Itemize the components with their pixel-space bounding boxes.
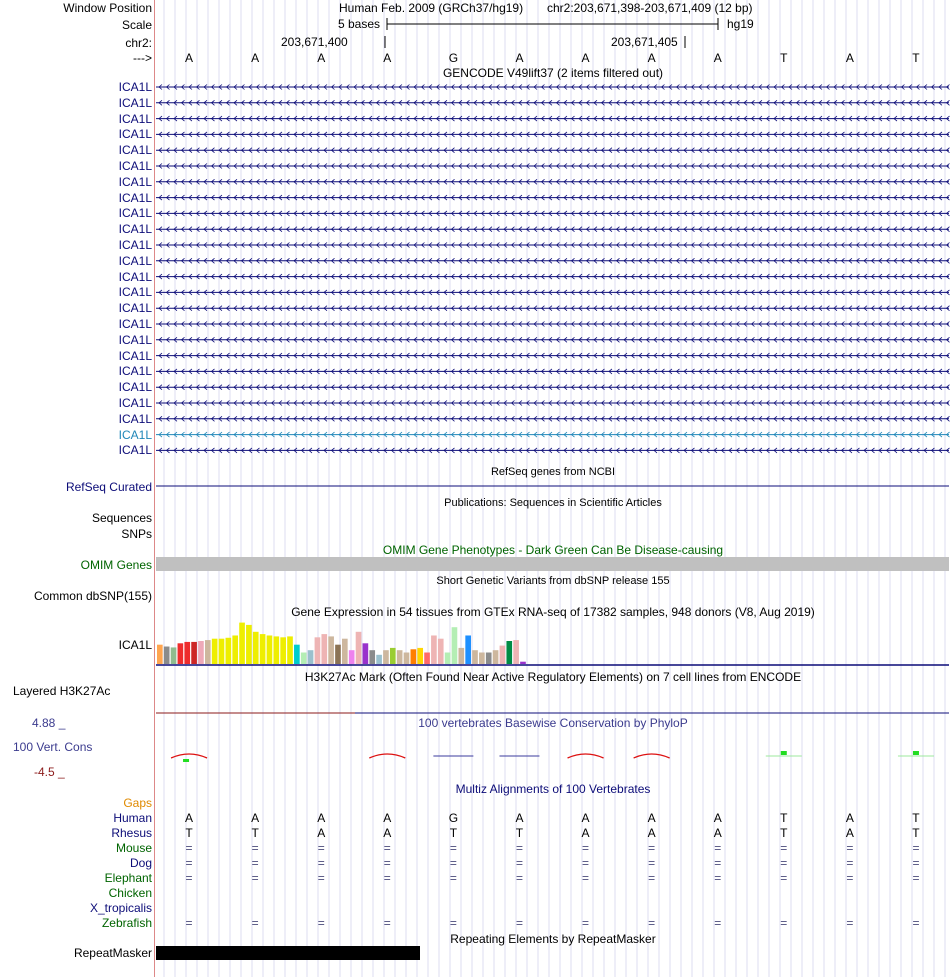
multiz-base: = — [912, 856, 920, 870]
multiz-base: = — [449, 916, 457, 930]
multiz-base: T — [780, 811, 788, 825]
multiz-species-label: Human — [113, 811, 152, 825]
multiz-base: = — [714, 841, 722, 855]
gtex-tissue-bar — [438, 639, 444, 664]
gencode-item-label[interactable]: ICA1L — [118, 364, 152, 379]
gtex-tissue-bar — [335, 645, 341, 664]
gencode-item-label[interactable]: ICA1L — [118, 127, 152, 142]
gtex-tissue-bar — [267, 635, 273, 664]
gencode-item-label[interactable]: ICA1L — [118, 301, 152, 316]
multiz-base: = — [251, 916, 259, 930]
gtex-tissue-bar — [246, 625, 252, 664]
multiz-base: A — [647, 811, 656, 825]
gtex-tissue-bar — [157, 645, 163, 664]
scale-label: Scale — [121, 18, 152, 32]
gtex-tissue-bar — [458, 648, 464, 664]
multiz-gaps-label[interactable]: Gaps — [123, 796, 152, 810]
gtex-tissue-bar — [191, 642, 197, 664]
multiz-base: = — [846, 916, 854, 930]
gtex-tissue-bar — [232, 635, 238, 664]
gencode-item-label[interactable]: ICA1L — [118, 269, 152, 284]
multiz-base: = — [582, 916, 590, 930]
gtex-tissue-bar — [445, 653, 451, 665]
gencode-item-label[interactable]: ICA1L — [118, 285, 152, 300]
multiz-base: = — [846, 871, 854, 885]
dbsnp-track-label[interactable]: Common dbSNP(155) — [33, 589, 152, 603]
sequence-base: T — [780, 51, 788, 65]
multiz-base: = — [317, 856, 325, 870]
sequence-base: A — [251, 51, 260, 65]
sequence-base: A — [515, 51, 524, 65]
gtex-tissue-bar — [294, 645, 300, 664]
multiz-base: = — [185, 856, 193, 870]
multiz-base: A — [713, 826, 722, 840]
gencode-item-label[interactable]: ICA1L — [118, 380, 152, 395]
gencode-item-label[interactable]: ICA1L — [118, 348, 152, 363]
multiz-species-label: Zebrafish — [101, 916, 152, 930]
multiz-base: = — [846, 856, 854, 870]
gtex-tissue-bar — [506, 641, 512, 664]
gtex-tissue-bar — [417, 648, 423, 664]
multiz-base: = — [714, 856, 722, 870]
gtex-tissue-bar — [520, 662, 526, 664]
gencode-item-label[interactable]: ICA1L — [118, 95, 152, 110]
gtex-tissue-bar — [219, 639, 225, 664]
multiz-base: = — [912, 916, 920, 930]
strand-label: ---> — [133, 51, 152, 65]
gtex-tissue-bar — [280, 637, 286, 664]
sequence-base: A — [317, 51, 326, 65]
gencode-item-label[interactable]: ICA1L — [118, 143, 152, 158]
dbsnp-track-title[interactable]: Short Genetic Variants from dbSNP release 155 — [436, 575, 670, 587]
publications-sequences-label[interactable]: Sequences — [91, 511, 152, 525]
gencode-item-label[interactable]: ICA1L — [118, 190, 152, 205]
multiz-base: = — [185, 871, 193, 885]
multiz-base: A — [251, 811, 260, 825]
gencode-item-label[interactable]: ICA1L — [118, 174, 152, 189]
multiz-base: = — [317, 871, 325, 885]
multiz-base: A — [845, 826, 854, 840]
multiz-base: = — [846, 841, 854, 855]
publications-snps-label[interactable]: SNPs — [121, 527, 152, 541]
gtex-tissue-bar — [376, 655, 382, 664]
gtex-tissue-bar — [308, 650, 314, 664]
gtex-tissue-bar — [411, 649, 417, 664]
repeatmasker-block — [156, 946, 420, 960]
gtex-tissue-bar — [383, 650, 389, 664]
multiz-species-label: Rhesus — [111, 826, 152, 840]
multiz-base: = — [449, 856, 457, 870]
multiz-base: = — [317, 916, 325, 930]
gtex-tissue-bar — [301, 653, 307, 665]
gencode-item-label[interactable]: ICA1L — [118, 396, 152, 410]
gtex-tissue-bar — [253, 632, 259, 664]
phylop-negative-score — [634, 754, 670, 758]
gtex-tissue-bar — [493, 650, 499, 664]
gtex-tissue-bar — [315, 637, 321, 664]
multiz-base: = — [714, 871, 722, 885]
multiz-base: A — [713, 811, 722, 825]
multiz-base: = — [383, 841, 391, 855]
repeatmasker-track-title[interactable]: Repeating Elements by RepeatMasker — [450, 932, 656, 946]
gtex-tissue-bar — [390, 648, 396, 664]
multiz-base: A — [581, 811, 590, 825]
gtex-tissue-bar — [363, 643, 369, 664]
gtex-tissue-bar — [356, 632, 362, 664]
gtex-tissue-bar — [260, 634, 266, 664]
phylop-min-label: -4.5 _ — [34, 765, 65, 779]
gtex-tissue-bar — [424, 653, 430, 665]
gtex-tissue-bar — [472, 650, 478, 664]
omim-track-label[interactable]: OMIM Genes — [80, 558, 152, 572]
gtex-tissue-bar — [465, 635, 471, 664]
multiz-base: = — [383, 916, 391, 930]
gencode-track-title[interactable]: GENCODE V49lift37 (2 items filtered out) — [442, 66, 664, 80]
phylop-positive-mark — [183, 759, 189, 762]
coord-label-2: 203,671,405 — [611, 35, 678, 49]
gtex-tissue-bar — [198, 641, 204, 664]
gencode-item-label[interactable]: ICA1L — [118, 443, 152, 458]
gtex-track-title[interactable]: Gene Expression in 54 tissues from GTEx RNA-seq of 17382 samples, 948 donors (V8, Aug 2019) — [291, 605, 815, 619]
sequence-base: A — [647, 51, 656, 65]
position-label[interactable]: chr2:203,671,398-203,671,409 (12 bp) — [547, 1, 753, 15]
window-position-label: Window Position — [63, 1, 152, 15]
multiz-base: G — [448, 811, 459, 825]
omim-track-title[interactable]: OMIM Gene Phenotypes - Dark Green Can Be Disease-causing — [382, 543, 724, 557]
multiz-base: = — [449, 871, 457, 885]
multiz-base: A — [317, 811, 326, 825]
gencode-item-label[interactable]: ICA1L — [118, 238, 152, 252]
multiz-base: T — [912, 811, 920, 825]
multiz-base: = — [251, 871, 259, 885]
multiz-base: A — [647, 826, 656, 840]
multiz-base: = — [383, 871, 391, 885]
gtex-tissue-bar — [287, 636, 293, 664]
multiz-base: T — [251, 826, 259, 840]
multiz-base: = — [714, 916, 722, 930]
multiz-base: = — [317, 841, 325, 855]
multiz-base: = — [582, 841, 590, 855]
multiz-species-label: Elephant — [104, 871, 152, 885]
multiz-base: = — [251, 841, 259, 855]
sequence-base: T — [912, 51, 920, 65]
gtex-tissue-bar — [404, 653, 410, 665]
multiz-base: = — [780, 871, 788, 885]
gtex-tissue-bar — [369, 650, 375, 664]
gtex-tissue-bar — [184, 642, 190, 664]
h3k27ac-track-title[interactable]: H3K27Ac Mark (Often Found Near Active Regulatory Elements) on 7 cell lines from ENCODE — [304, 670, 802, 684]
multiz-base: A — [317, 826, 326, 840]
gtex-tissue-bar — [273, 636, 279, 664]
gtex-tissue-bar — [452, 627, 458, 664]
gtex-tissue-bar — [239, 623, 245, 664]
multiz-species-label: Chicken — [108, 886, 152, 900]
gtex-tissue-bar — [321, 634, 327, 664]
multiz-base: A — [515, 811, 524, 825]
multiz-base: T — [449, 826, 458, 840]
multiz-base: = — [582, 871, 590, 885]
multiz-base: = — [648, 871, 656, 885]
chrom-label: chr2: — [125, 36, 152, 50]
multiz-base: = — [780, 916, 788, 930]
gtex-tissue-bar — [205, 640, 211, 664]
scale-bar-text: 5 bases — [338, 17, 381, 31]
multiz-base: A — [185, 811, 194, 825]
multiz-base: T — [780, 826, 788, 840]
multiz-base: = — [383, 856, 391, 870]
gtex-tissue-bar — [479, 653, 485, 665]
phylop-positive-mark — [781, 751, 787, 755]
omim-gene-bar — [156, 557, 949, 571]
phylop-track-label[interactable]: 100 Vert. Cons — [13, 740, 93, 754]
multiz-base: = — [515, 856, 523, 870]
sequence-base: A — [845, 51, 854, 65]
multiz-base: T — [912, 826, 920, 840]
multiz-base: = — [780, 856, 788, 870]
multiz-base: A — [383, 811, 392, 825]
multiz-base: = — [515, 841, 523, 855]
publications-track-title[interactable]: Publications: Sequences in Scientific Articles — [444, 497, 662, 509]
phylop-negative-score — [568, 754, 604, 758]
multiz-base: = — [780, 841, 788, 855]
multiz-base: A — [845, 811, 854, 825]
gtex-tissue-bar — [171, 647, 177, 664]
multiz-track-title[interactable]: Multiz Alignments of 100 Vertebrates — [455, 782, 651, 796]
gtex-tissue-bar — [513, 640, 519, 664]
gencode-item-label[interactable]: ICA1L — [118, 111, 152, 126]
multiz-base: = — [648, 841, 656, 855]
gtex-tissue-bar — [500, 646, 506, 664]
sequence-base: A — [383, 51, 392, 65]
gtex-tissue-bar — [349, 650, 355, 664]
multiz-base: = — [449, 841, 457, 855]
gtex-track-label[interactable]: ICA1L — [118, 638, 152, 652]
multiz-species-label: Dog — [129, 856, 152, 870]
coord-label-1: 203,671,400 — [281, 35, 348, 49]
scale-db: hg19 — [727, 17, 754, 31]
gencode-item-label[interactable]: ICA1L — [118, 159, 152, 173]
multiz-base: = — [185, 916, 193, 930]
gtex-tissue-bar — [486, 653, 492, 665]
gencode-item-label[interactable]: ICA1L — [118, 427, 152, 442]
gencode-item-label[interactable]: ICA1L — [118, 206, 152, 221]
gencode-item-label[interactable]: ICA1L — [118, 317, 152, 331]
multiz-base: = — [251, 856, 259, 870]
gencode-item-label[interactable]: ICA1L — [118, 253, 152, 268]
multiz-base: = — [515, 871, 523, 885]
multiz-base: A — [581, 826, 590, 840]
multiz-base: = — [648, 856, 656, 870]
h3k27ac-track-label[interactable]: Layered H3K27Ac — [13, 684, 111, 698]
gtex-tissue-bar — [178, 643, 184, 664]
refseq-track-title[interactable]: RefSeq genes from NCBI — [490, 466, 616, 478]
gencode-item-label[interactable]: ICA1L — [118, 222, 152, 237]
multiz-base: = — [912, 871, 920, 885]
phylop-positive-mark — [913, 751, 919, 755]
multiz-base: = — [912, 841, 920, 855]
sequence-base: A — [713, 51, 722, 65]
multiz-base: = — [185, 841, 193, 855]
multiz-base: T — [185, 826, 193, 840]
sequence-base: A — [581, 51, 590, 65]
gtex-tissue-bar — [397, 650, 403, 664]
assembly-label: Human Feb. 2009 (GRCh37/hg19) — [339, 1, 524, 15]
gencode-item-label[interactable]: ICA1L — [118, 332, 152, 347]
phylop-max-label: 4.88 _ — [32, 716, 66, 730]
gencode-item-label[interactable]: ICA1L — [118, 80, 152, 94]
gtex-tissue-bar — [212, 639, 218, 664]
phylop-negative-score — [369, 754, 405, 758]
gtex-tissue-bar — [431, 635, 437, 664]
multiz-base: = — [648, 916, 656, 930]
refseq-track-label[interactable]: RefSeq Curated — [65, 480, 152, 494]
sequence-base: A — [185, 51, 194, 65]
gencode-item-label[interactable]: ICA1L — [118, 411, 152, 426]
gtex-tissue-bar — [328, 636, 334, 664]
multiz-base: = — [582, 856, 590, 870]
phylop-track-title[interactable]: 100 vertebrates Basewise Conservation by PhyloP — [418, 716, 688, 730]
sequence-base: G — [448, 51, 459, 65]
gtex-tissue-bar — [226, 638, 232, 664]
multiz-species-label: Mouse — [115, 841, 152, 855]
gtex-tissue-bar — [342, 639, 348, 664]
gtex-tissue-bar — [164, 647, 170, 664]
repeatmasker-track-label[interactable]: RepeatMasker — [73, 946, 152, 960]
multiz-base: T — [515, 826, 524, 840]
multiz-base: = — [515, 916, 523, 930]
multiz-base: A — [383, 826, 392, 840]
phylop-negative-score — [171, 754, 207, 758]
multiz-species-label: X_tropicalis — [89, 901, 152, 915]
